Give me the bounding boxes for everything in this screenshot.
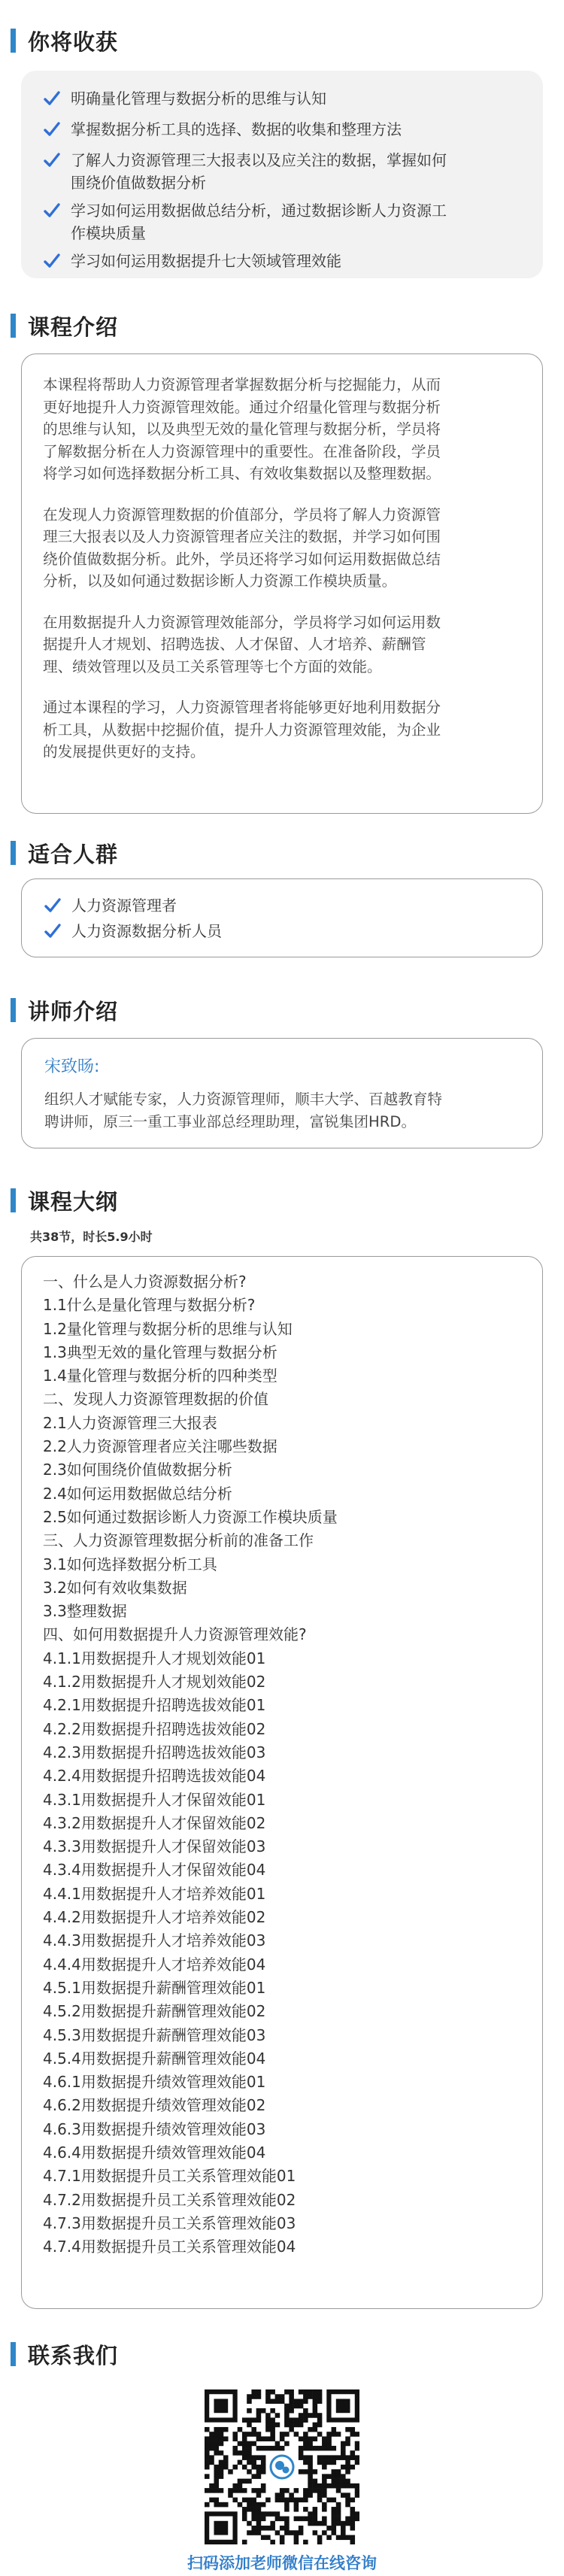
gain-item-text xyxy=(71,250,341,272)
outline-item: 3.2如何有效收集数据 xyxy=(43,1578,187,1597)
intro-paragraph-line: 本课程将帮助人力资源管理者掌握数据分析与挖掘能力，从而 xyxy=(43,376,441,393)
outline-item: 4.6.2用数据提升绩效管理效能02 xyxy=(43,2096,266,2115)
audience-section-header xyxy=(11,839,118,866)
outline-card xyxy=(21,1256,543,2309)
gain-item-line: 明确量化管理与数据分析的思维与认知 xyxy=(71,90,326,108)
intro-paragraph xyxy=(43,504,523,593)
outline-item: 4.5.1用数据提升薪酬管理效能01 xyxy=(43,1978,266,1997)
outline-item: 4.7.4用数据提升员工关系管理效能04 xyxy=(43,2238,296,2256)
gains-title: 你将收获 xyxy=(28,29,119,55)
outline-item: 4.6.4用数据提升绩效管理效能04 xyxy=(43,2143,266,2162)
outline-item: 2.5如何通过数据诊断人力资源工作模块质量 xyxy=(43,1507,338,1526)
outline-item: 4.3.2用数据提升人才保留效能02 xyxy=(43,1813,266,1832)
gain-item xyxy=(44,149,522,194)
check-icon xyxy=(44,253,60,275)
gain-item-line: 了解人力资源管理三大报表以及应关注的数据，掌握如何 xyxy=(71,151,447,169)
teacher-bio-line: 聘讲师，原三一重工事业部总经理助理，富锐集团HRD。 xyxy=(44,1112,417,1130)
outline-item: 4.5.4用数据提升薪酬管理效能04 xyxy=(43,2049,266,2068)
gain-item-line: 学习如何运用数据做总结分析，通过数据诊断人力资源工 xyxy=(71,202,447,220)
check-icon xyxy=(44,152,60,174)
gains-section-header xyxy=(11,27,118,54)
gains-list xyxy=(44,87,522,275)
section-accent-bar xyxy=(11,1188,16,1212)
intro-paragraph-line: 的思维与认知，以及典型无效的量化管理与数据分析，学员将 xyxy=(43,420,441,438)
check-icon xyxy=(44,923,61,945)
check-icon xyxy=(44,121,60,144)
outline-item: 4.3.1用数据提升人才保留效能01 xyxy=(43,1790,266,1809)
outline-item: 4.4.2用数据提升人才培养效能02 xyxy=(43,1908,266,1927)
gain-item-line: 围绕价值做数据分析 xyxy=(71,174,206,192)
intro-paragraph-line: 通过本课程的学习，人力资源管理者将能够更好地利用数据分 xyxy=(43,699,441,716)
gain-item xyxy=(44,87,522,113)
gain-item-text xyxy=(71,87,326,110)
audience-item-label: 人力资源管理者 xyxy=(71,897,177,915)
outline-item: 4.6.3用数据提升绩效管理效能03 xyxy=(43,2119,266,2138)
outline-item: 4.2.2用数据提升招聘选拔效能02 xyxy=(43,1719,266,1738)
outline-item: 3.1如何选择数据分析工具 xyxy=(43,1555,217,1573)
audience-item xyxy=(44,920,521,945)
gain-item-line: 学习如何运用数据提升七大领域管理效能 xyxy=(71,252,341,270)
outline-item: 4.2.3用数据提升招聘选拔效能03 xyxy=(43,1743,266,1761)
intro-paragraph xyxy=(43,611,523,678)
section-accent-bar xyxy=(11,841,16,865)
intro-paragraph-line: 的发展提供更好的支持。 xyxy=(43,743,205,760)
contact-title: 联系我们 xyxy=(28,2342,119,2368)
outline-meta: 共38节，时长5.9小时 xyxy=(30,1230,153,1244)
gain-item xyxy=(44,199,522,244)
intro-paragraphs xyxy=(43,374,523,763)
intro-paragraph-line: 在用数据提升人力资源管理效能部分，学员将学习如何运用数 xyxy=(43,613,441,631)
outline-item: 2.1人力资源管理三大报表 xyxy=(43,1413,217,1432)
intro-paragraph-line: 在发现人力资源管理数据的价值部分，学员将了解人力资源管 xyxy=(43,505,441,523)
outline-item: 4.5.3用数据提升薪酬管理效能03 xyxy=(43,2025,266,2044)
outline-item: 四、如何用数据提升人力资源管理效能? xyxy=(43,1625,307,1644)
section-accent-bar xyxy=(11,29,16,53)
intro-title: 课程介绍 xyxy=(28,314,119,340)
teacher-section-header xyxy=(11,997,118,1024)
outline-item: 4.3.3用数据提升人才保留效能03 xyxy=(43,1837,266,1856)
teacher-bio xyxy=(44,1088,523,1133)
outline-item: 1.1什么是量化管理与数据分析? xyxy=(43,1296,256,1315)
gain-item xyxy=(44,118,522,144)
teacher-name: 宋致旸: xyxy=(44,1057,100,1076)
audience-list xyxy=(44,894,521,945)
intro-card xyxy=(21,353,543,814)
outline-item: 4.7.1用数据提升员工关系管理效能01 xyxy=(43,2167,296,2186)
outline-item: 1.3典型无效的量化管理与数据分析 xyxy=(43,1343,277,1361)
outline-item: 4.4.1用数据提升人才培养效能01 xyxy=(43,1884,266,1903)
audience-title: 适合人群 xyxy=(28,841,119,867)
section-accent-bar xyxy=(11,2342,16,2366)
outline-item: 4.7.3用数据提升员工关系管理效能03 xyxy=(43,2213,296,2232)
teacher-bio-line: 组织人才赋能专家，人力资源管理师，顺丰大学、百越教育特 xyxy=(44,1091,443,1108)
outline-item: 4.1.2用数据提升人才规划效能02 xyxy=(43,1673,266,1692)
audience-item-label: 人力资源数据分析人员 xyxy=(71,922,222,940)
outline-item: 4.5.2用数据提升薪酬管理效能02 xyxy=(43,2002,266,2021)
gains-card xyxy=(21,71,543,278)
outline-item: 4.4.4用数据提升人才培养效能04 xyxy=(43,1955,266,1974)
intro-paragraph-line: 更好地提升人力资源管理效能。通过介绍量化管理与数据分析 xyxy=(43,398,441,416)
intro-paragraph-line: 分析，以及如何通过数据诊断人力资源工作模块质量。 xyxy=(43,572,397,590)
intro-paragraph-line: 将学习如何选择数据分析工具、有效收集数据以及整理数据。 xyxy=(43,465,441,482)
intro-paragraph-line: 了解数据分析在人力资源管理中的重要性。在准备阶段，学员 xyxy=(43,442,441,460)
section-accent-bar xyxy=(11,314,16,338)
outline-item: 4.2.4用数据提升招聘选拔效能04 xyxy=(43,1767,266,1786)
check-icon xyxy=(44,202,60,225)
check-icon xyxy=(44,90,60,113)
contact-caption: 扫码添加老师微信在线咨询 xyxy=(187,2554,377,2572)
outline-title: 课程大纲 xyxy=(28,1188,119,1215)
outline-item: 三、人力资源管理数据分析前的准备工作 xyxy=(43,1531,314,1550)
check-icon xyxy=(44,897,61,920)
section-accent-bar xyxy=(11,998,16,1022)
intro-paragraph xyxy=(43,374,523,485)
teacher-card xyxy=(21,1038,543,1148)
intro-section-header xyxy=(11,312,118,339)
gain-item-line: 掌握数据分析工具的选择、数据的收集和整理方法 xyxy=(71,120,402,138)
gain-item xyxy=(44,250,522,275)
gain-item-text xyxy=(71,199,447,244)
audience-item xyxy=(44,894,521,920)
outline-item: 3.3整理数据 xyxy=(43,1602,127,1621)
outline-item: 一、什么是人力资源数据分析? xyxy=(43,1273,247,1291)
intro-paragraph-line: 析工具，从数据中挖掘价值，提升人力资源管理效能，为企业 xyxy=(43,721,441,739)
intro-paragraph-line: 理、绩效管理以及员工关系管理等七个方面的效能。 xyxy=(43,657,382,675)
teacher-title: 讲师介绍 xyxy=(28,998,119,1024)
outline-section-header xyxy=(11,1187,118,1214)
outline-item: 二、发现人力资源管理数据的价值 xyxy=(43,1390,268,1409)
gain-item-text xyxy=(71,118,402,141)
outline-item: 4.2.1用数据提升招聘选拔效能01 xyxy=(43,1696,266,1715)
intro-paragraph-line: 理三大报表以及人力资源管理者应关注的数据，并学习如何围 xyxy=(43,528,441,545)
outline-item: 1.4量化管理与数据分析的四种类型 xyxy=(43,1367,277,1385)
intro-paragraph-line: 绕价值做数据分析。此外，学员还将学习如何运用数据做总结 xyxy=(43,550,441,568)
intro-paragraph-line: 据提升人才规划、招聘选拔、人才保留、人才培养、薪酬管 xyxy=(43,636,426,653)
gain-item-text xyxy=(71,149,447,194)
outline-item: 4.3.4用数据提升人才保留效能04 xyxy=(43,1861,266,1880)
intro-paragraph xyxy=(43,696,523,763)
outline-list xyxy=(43,1270,523,2259)
outline-item: 2.4如何运用数据做总结分析 xyxy=(43,1484,232,1503)
outline-item: 2.3如何围绕价值做数据分析 xyxy=(43,1461,232,1479)
outline-item: 4.1.1用数据提升人才规划效能01 xyxy=(43,1649,266,1667)
outline-item: 4.4.3用数据提升人才培养效能03 xyxy=(43,1931,266,1950)
outline-item: 2.2人力资源管理者应关注哪些数据 xyxy=(43,1437,277,1456)
qr-code-icon xyxy=(205,2389,359,2544)
gain-item-line: 作模块质量 xyxy=(71,224,146,242)
outline-item: 4.6.1用数据提升绩效管理效能01 xyxy=(43,2073,266,2092)
audience-card xyxy=(21,878,543,957)
outline-item: 4.7.2用数据提升员工关系管理效能02 xyxy=(43,2190,296,2209)
contact-section-header xyxy=(11,2341,118,2368)
outline-item: 1.2量化管理与数据分析的思维与认知 xyxy=(43,1319,293,1338)
